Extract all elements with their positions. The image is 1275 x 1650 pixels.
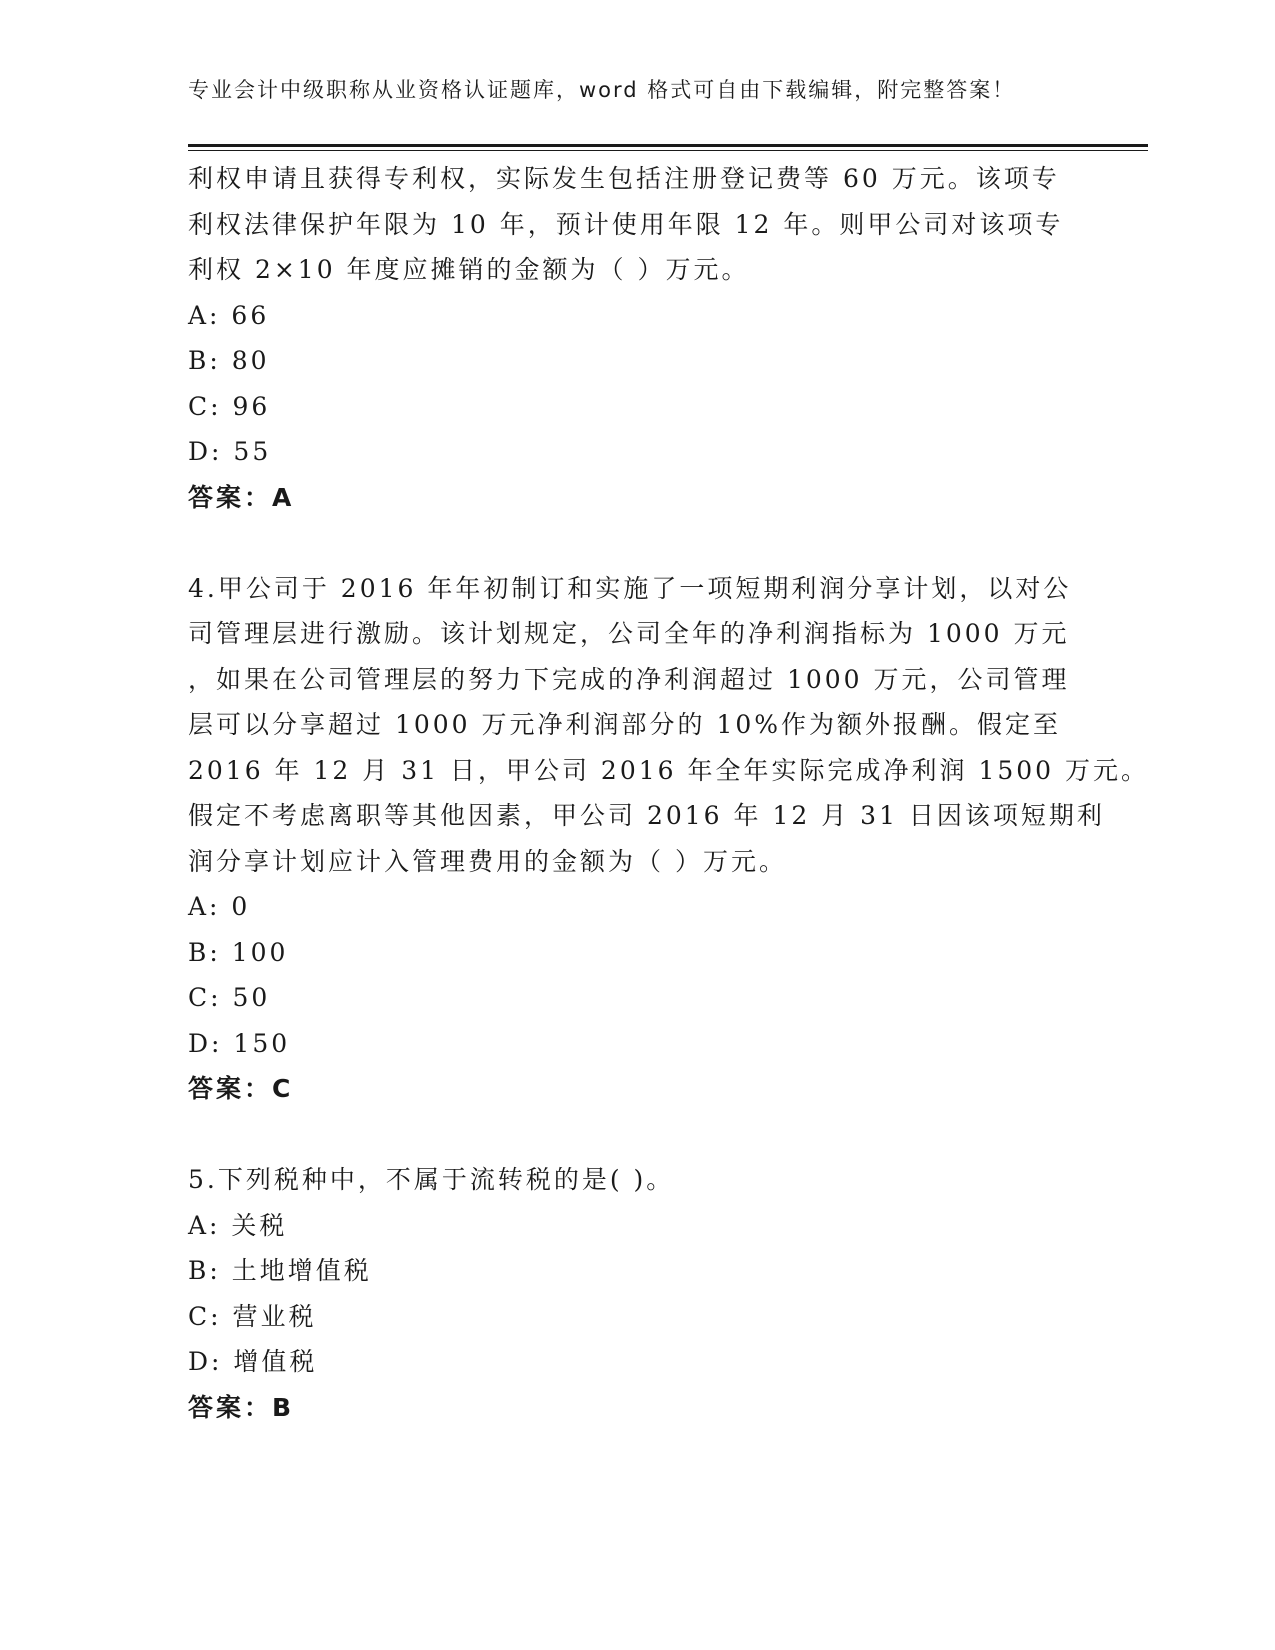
option-c: C: 50: [188, 983, 271, 1012]
question-block: [188, 1157, 1088, 1430]
answer-line: 答案：A: [188, 482, 295, 512]
option-d: D: 150: [188, 1028, 291, 1058]
option-a: A: 0: [188, 892, 251, 921]
option-a: A: 66: [188, 300, 270, 330]
question-stem-line: ，如果在公司管理层的努力下完成的净利润超过 1000 万元，公司管理: [188, 664, 1070, 694]
option-c: C: 96: [188, 391, 271, 421]
question-stem-line: 4.甲公司于 2016 年年初制订和实施了一项短期利润分享计划，以对公: [188, 573, 1072, 603]
question-stem-line: 5.下列税种中，不属于流转税的是( )。: [188, 1165, 675, 1194]
answer-line: 答案：C: [188, 1074, 294, 1103]
question-stem-line: 2016 年 12 月 31 日，甲公司 2016 年全年实际完成净利润 1500 万元。: [188, 755, 1150, 785]
question-stem-line: 利权法律保护年限为 10 年，预计使用年限 12 年。则甲公司对该项专: [188, 209, 1064, 239]
question-stem-line: 利权 2×10 年度应摊销的金额为（ ）万元。: [188, 255, 750, 284]
header-rule-thin: [188, 150, 1148, 151]
option-b: B: 100: [188, 937, 289, 967]
answer-line: 答案：B: [188, 1392, 295, 1422]
option-b: B: 土地增值税: [188, 1256, 372, 1285]
question-stem-line: 利权申请且获得专利权，实际发生包括注册登记费等 60 万元。该项专: [188, 164, 1060, 193]
spacer: [188, 1112, 1088, 1158]
option-b: B: 80: [188, 346, 270, 375]
option-d: D: 55: [188, 437, 272, 466]
question-stem-line: 司管理层进行激励。该计划规定，公司全年的净利润指标为 1000 万元: [188, 619, 1070, 648]
spacer: [188, 520, 1088, 566]
option-a: A: 关税: [188, 1210, 288, 1240]
question-list: [188, 156, 1150, 1430]
question-block: [188, 156, 1088, 520]
header-rule-thick: [188, 144, 1148, 147]
question-block: [188, 566, 1150, 1112]
option-d: D: 增值税: [188, 1347, 318, 1376]
option-c: C: 营业税: [188, 1301, 317, 1331]
question-stem-line: 润分享计划应计入管理费用的金额为（ ）万元。: [188, 846, 787, 876]
question-stem-line: 假定不考虑离职等其他因素，甲公司 2016 年 12 月 31 日因该项短期利: [188, 801, 1105, 830]
question-stem-line: 层可以分享超过 1000 万元净利润部分的 10%作为额外报酬。假定至: [188, 710, 1062, 739]
page-header: 专业会计中级职称从业资格认证题库，word 格式可自由下载编辑，附完整答案！: [188, 78, 1016, 102]
